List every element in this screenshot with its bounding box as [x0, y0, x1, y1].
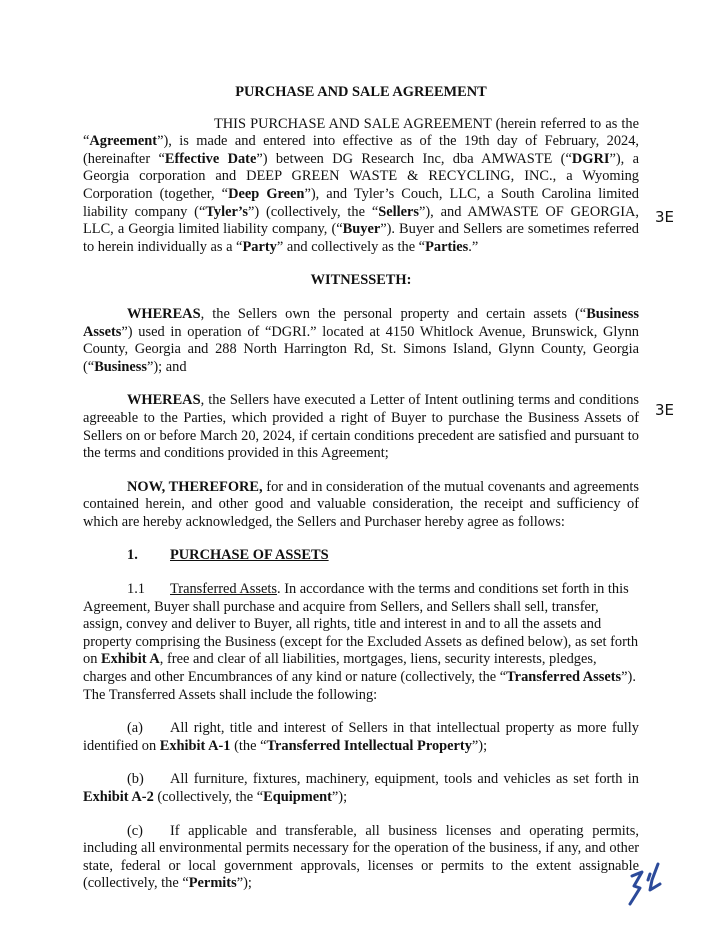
witnesseth-heading: WITNESSETH: — [310, 272, 412, 289]
handwritten-initials-icon — [622, 858, 674, 910]
defined-term: Tyler’s — [205, 203, 248, 220]
text: ”), and AMWASTE OF GEORGIA, LLC, a Georgia limited liability company, (“ — [83, 203, 639, 238]
defined-term: Business — [94, 358, 147, 375]
item-label: (a) — [127, 720, 143, 737]
now-therefore-lead: NOW, THEREFORE, — [127, 478, 263, 495]
text: (the “ — [230, 737, 267, 754]
document-title: PURCHASE AND SALE AGREEMENT — [235, 84, 487, 100]
margin-annotation: 3E — [655, 208, 675, 226]
text: ”); and — [146, 358, 187, 375]
section-1-1-paragraph — [83, 581, 639, 704]
text: , free and clear of all liabilities, mortgages, liens, security interests, pledges, charges and other Encumbrances of any kind or nature (collectively, the “ — [83, 651, 597, 686]
defined-term: Permits — [188, 875, 237, 892]
text: ”) between DG Research Inc, dba AMWASTE (“ — [256, 150, 572, 167]
item-label: (c) — [127, 822, 143, 839]
exhibit-reference: Exhibit A-1 — [159, 737, 231, 754]
defined-term: Equipment — [263, 789, 332, 805]
text: All right, title and interest of Sellers in that intellectual property as more fully identified on — [83, 720, 639, 754]
whereas-paragraph-1 — [83, 306, 639, 376]
text: THIS PURCHASE AND SALE AGREEMENT (herein referred to as the “ — [83, 115, 639, 150]
text: , the Sellers own the personal property and certain assets (“ — [200, 305, 587, 322]
text: ”); — [331, 789, 348, 805]
defined-term: Sellers — [378, 203, 419, 220]
text: ”). Buyer and Sellers are sometimes referred to herein individually as a “ — [83, 221, 640, 255]
whereas-paragraph-2 — [83, 392, 639, 462]
defined-term: Transferred Assets — [506, 669, 622, 686]
document-page — [83, 84, 639, 909]
text: , the Sellers have executed a Letter of Intent outlining terms and conditions agreeable to the Parties, which provided a right of Buyer to purchase the Business Assets of Sellers on or before March 20, 2024, if certain conditions precedent are satisfied and pursuant to the terms and conditions provided in this Agreement; — [83, 392, 639, 462]
whereas-lead: WHEREAS — [127, 392, 201, 409]
section-number: 1. — [127, 547, 138, 564]
defined-term: Effective Date — [164, 150, 257, 167]
text: ”); — [471, 737, 488, 754]
text: ”) (collectively, the “ — [248, 203, 379, 220]
subsection-number: 1.1 — [127, 581, 145, 598]
text: ”), and Tyler’s Couch, LLC, a South Carolina limited liability company (“ — [83, 185, 639, 220]
subsection-title: Transferred Assets — [170, 581, 277, 598]
text: ” and collectively as the “ — [276, 238, 426, 255]
text: (collectively, the “ — [153, 789, 264, 805]
text: All furniture, fixtures, machinery, equipment, tools and vehicles as set forth in — [170, 771, 639, 788]
text: ”); — [236, 875, 252, 892]
item-b-paragraph — [83, 771, 639, 806]
text: ”). The Transferred Assets shall include the following: — [83, 669, 636, 703]
item-label: (b) — [127, 771, 144, 788]
text: ”) used in operation of “DGRI.” located at 4150 Whitlock Avenue, Brunswick, Glynn County, Georgia and 288 North Harrington Rd, St. Simons Island, Glynn County, Georgia (“ — [83, 323, 639, 375]
text: ”), is made and entered into effective as of the 19th day of February, 2024, (hereinafter “ — [83, 133, 639, 167]
intro-paragraph — [83, 116, 639, 257]
whereas-lead: WHEREAS — [127, 305, 201, 322]
text: ”), a Georgia corporation and DEEP GREEN WASTE & RECYCLING, INC., a Wyoming Corporation (together, “ — [83, 150, 639, 202]
defined-term: DGRI — [571, 150, 610, 167]
defined-term: Parties — [425, 238, 469, 255]
exhibit-reference: Exhibit A-2 — [83, 789, 154, 805]
text: .” — [468, 238, 479, 255]
text: If applicable and transferable, all business licenses and operating permits, including all environmental permits necessary for the operation of the business, if any, and other state, federal or local government approvals, licenses or permits to the extent assignable (collectively, the “ — [83, 822, 639, 892]
section-title: PURCHASE OF ASSETS — [170, 547, 329, 564]
item-c-paragraph — [83, 823, 639, 893]
defined-term: Buyer — [342, 221, 381, 238]
exhibit-reference: Exhibit A — [101, 651, 160, 668]
now-therefore-paragraph — [83, 479, 639, 532]
margin-annotation: 3E — [655, 401, 675, 419]
section-1-heading — [83, 547, 639, 565]
defined-term: Transferred Intellectual Property — [266, 737, 472, 754]
text: for and in consideration of the mutual covenants and agreements contained herein, and other good and valuable consideration, the receipt and sufficiency of which are hereby acknowledged, the Sellers and Purchaser hereby agree as follows: — [83, 478, 639, 530]
defined-term: Business Assets — [83, 305, 639, 340]
defined-term: Deep Green — [228, 185, 305, 202]
defined-term: Party — [242, 238, 277, 255]
text: . In accordance with the terms and conditions set forth in this Agreement, Buyer shall purchase and acquire from Sellers, and Sellers shall sell, transfer, assign, convey and deliver to Buyer, all rights, title and interest in and to all the assets and property comprising the Business (except for the Excluded Assets as defined below), as set forth on — [83, 581, 639, 668]
item-a-paragraph — [83, 720, 639, 755]
defined-term: Agreement — [89, 133, 158, 150]
